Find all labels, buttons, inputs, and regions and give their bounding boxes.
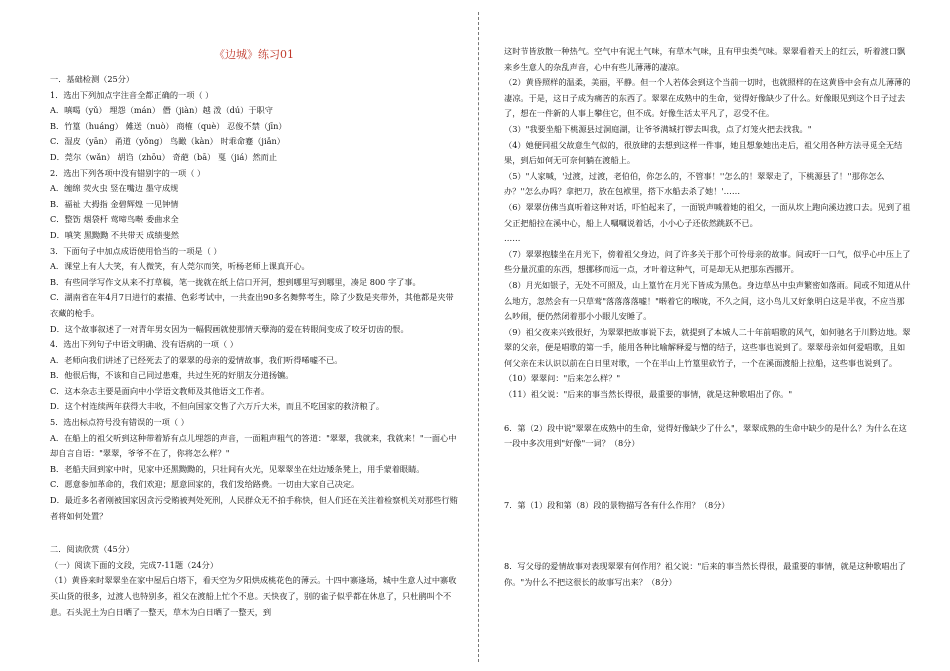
section-heading: 二．阅读欣赏（45分） bbox=[50, 544, 135, 555]
option: A．老师向我们讲述了已经死去了的翠翠的母亲的爱情故事，我们听得唏嘘不已。 bbox=[50, 354, 343, 365]
question-1: 1．选出下列加点字注音全都正确的一项（ ） bbox=[50, 89, 214, 100]
passage-paragraph: （1）黄昏来时翠翠坐在家中屋后白塔下，看天空为夕阳烘成桃花色的薄云。十四中寨逢场，城中生意人过中寨收买山货的很多，过渡人也特别多，祖父在渡船上忙个不息。天快夜了，别的雀子似乎都在休息了，只杜鹃叫个不息。石头泥土为白日晒了一整天，草木为白日晒了一整天，到 bbox=[50, 575, 457, 617]
option: C．湿皮（yān） 甬道（yǒng） 鸟瞰（kàn） 时乖命蹇（jiǎn） bbox=[50, 136, 285, 147]
question-5: 5．选出标点符号没有错误的一项（ ） bbox=[50, 417, 189, 428]
option: A．在船上的祖父听到这种带着矫有点儿埋怨的声音，一面粗声粗气的答道："翠翠，我就来，我就来！"一面心中却自言自语："翠翠，爷爷不在了，你将怎么样？" bbox=[50, 432, 457, 459]
passage-paragraph: （3）"我要坐船下桃源县过洞庭湖，让爷爷满城打锣去叫我，点了灯笼火把去找我。" bbox=[504, 123, 812, 134]
passage-paragraph: （10）翠翠问："后来怎么样？" bbox=[504, 373, 621, 384]
page-title: 《边城》练习01 bbox=[214, 48, 294, 61]
passage-paragraph: （2）黄昏照样的温柔，美丽，平静。但一个人若体会到这个当前一切时，也就照样的在这黄昏中会有点儿薄薄的凄凉。于是，这日子成为痛苦的东西了。翠翠在成熟中的生命，觉得好像缺少了什么。好像眼见到这个日子过去了，想在一件新的人事上攀住它，但不成。好像生活太平凡了，忍受不住。 bbox=[504, 77, 911, 119]
question-7: 7．第（1）段和第（8）段的景物描写各有什么作用？（8分） bbox=[504, 499, 730, 510]
option: D．这个故事叙述了一对青年男女因为一幅假画就使那情天孽海的爱在转眼间变成了咬牙切齿的恨。 bbox=[50, 323, 409, 334]
passage-paragraph: 这时节皆放散一种热气。空气中有泥土气味，有草木气味，且有甲虫类气味。翠翠看着天上的红云，听着渡口飘来乡生意人的杂乱声音，心中有些儿薄薄的凄凉。 bbox=[504, 46, 906, 72]
passage-paragraph: （4）她便同祖父故意生气似的，很放肆的去想到这样一件事，她且想象她出走后，祖父用各种方法寻觅全无结果，到后如何无可奈何躺在渡船上。 bbox=[504, 139, 903, 166]
option: C．湖南省在年4月7日进行的素描、色彩考试中，一共查出90多名舞弊考生，除了少数是夹带外，其他都是夹带衣藏的枪手。 bbox=[50, 292, 454, 318]
option: B．竹篁（huáng） 傩送（nuò） 商榷（què） 忍俊不禁（jīn） bbox=[50, 120, 287, 131]
option: D．嗔笑 黑黝黝 不共带天 成绩斐然 bbox=[50, 229, 179, 240]
passage-paragraph: （8）月光如银子，无处不可照及，山上篁竹在月光下皆成为黑色。身边草丛中虫声繁密如落雨。间或不知道从什么地方，忽然会有一只草莺"落落落落嘘！"啭着它的喉咙，不久之间，这小鸟儿又好象明白这是半夜，不应当那么吵闹，便仍然闭着那小小眼儿安睡了。 bbox=[504, 279, 911, 322]
option: D．莞尔（wǎn） 胡诌（zhōu） 奇葩（bā） 戛（jiá）然而止 bbox=[50, 151, 278, 162]
subsection-heading: （一）阅读下面的文段，完成7-11题（24分） bbox=[50, 559, 219, 570]
ellipsis: …… bbox=[504, 233, 521, 244]
question-6: 6．第（2）段中说"翠翠在成熟中的生命，觉得好像缺少了什么"，翠翠成熟的生命中缺少的是什么？为什么在这一段中多次用到"好像"一词？（8分） bbox=[504, 422, 907, 449]
option: C．愿意参加革命的，我们欢迎；愿意回家的，我们发给路费。一切由大家自己决定。 bbox=[50, 479, 360, 490]
option: A．缠绵 荧火虫 竖在嘴边 墨守成规 bbox=[50, 183, 179, 194]
section-heading: 一．基础检测（25分） bbox=[50, 74, 135, 84]
option: C．整饬 烟袋杆 莺啼鸟啭 委曲求全 bbox=[50, 214, 179, 225]
left-column bbox=[50, 0, 458, 620]
question-8: 8．写父母的爱情故事对表现翠翠有何作用？祖父说："后来的事当然长得很，最重要的事情，就是这种歌唱出了你。"为什么不把这很长的故事写出来？（8分） bbox=[504, 561, 906, 588]
option: B．老船夫回到家中时，见家中还黑黝黝的，只壮间有火光，见翠翠坐在灶边矮条凳上，用手蒙着眼睛。 bbox=[50, 463, 425, 474]
question-4: 4．选出下列句子中语文明确、没有语病的一项（ ） bbox=[50, 339, 238, 350]
column-divider bbox=[478, 12, 479, 662]
passage-paragraph: （5）"人家喊，'过渡，过渡，老伯伯，你怎么的，不管事！''怎么的！翠翠走了，下桃源县了！''那你怎么办？''怎么办吗？拿把刀，放在包袱里，搭下水船去杀了她！'…… bbox=[504, 170, 885, 197]
option: D．这个村连续两年获得大丰收，不但向国家交售了六万斤大米，而且不吃国家的救济粮了。 bbox=[50, 401, 385, 412]
passage-paragraph: （11）祖父说："后来的事当然长得很，最重要的事情，就是这种歌唱出了你。" bbox=[504, 389, 793, 400]
option: D．最近多名者刚被国家因贪污受贿被判处死刑，人民群众无不拍手称快，但人们还在关注着检察机关对那些行贿者将如何处置？ bbox=[50, 495, 458, 521]
option: B．他很后悔，不该和自己同过患难，共过生死的好朋友分道扬镳。 bbox=[50, 370, 294, 381]
right-column bbox=[504, 0, 912, 591]
option: A．嗔喝（yǔ） 埋怨（mán） 僭（jiàn）越 泼（dú）于职守 bbox=[50, 105, 273, 116]
option: B．有些同学写作文从来不打草稿，笔一拢就在纸上信口开河，想到哪里写到哪里，凑足 800 字了事。 bbox=[50, 276, 421, 287]
option: A．课堂上有人大笑，有人微笑，有人莞尔而笑，听杨老师上课真开心。 bbox=[50, 261, 310, 272]
passage-paragraph: （7）翠翠抱膝坐在月光下，傍着祖父身边，问了许多关于那个可怜母亲的故事。间或吁一口气，似乎心中压上了些分量沉重的东西，想挪移而远一点，才叶着这种气，可是却无从把那东西挪开。 bbox=[504, 248, 911, 275]
passage-paragraph: （9）祖父夜来兴致很好，为翠翠把故事说下去，就提到了本城人二十年前唱歌的风气，如何驰名于川黔边地。翠翠的父亲，便是唱歌的第一手，能用各种比喻解释爱与憎的结子，这些事也说到了。翠翠母亲如何爱唱歌，且如何父亲在未认识以前在白日里对歌，一个在半山上竹篁里砍竹子，一个在溪面渡船上拉船，这些事也说到了。 bbox=[504, 326, 911, 368]
question-3: 3．下面句子中加点成语使用恰当的一项是（ ） bbox=[50, 245, 222, 256]
option: B．福祉 大拇指 金碧辉煌 一见钟情 bbox=[50, 198, 179, 209]
question-2: 2．选出下列各项中没有错别字的一项（ ） bbox=[50, 167, 206, 178]
passage-paragraph: （6）翠翠仿佛当真听着这种对话，吓怕起来了，一面锐声喊着她的祖父，一面从坎上跑向溪边渡口去。见到了祖父正把船拉在溪中心，船上人嘱嘱说着话，小小心子还依然跳跃不已。 bbox=[504, 201, 911, 228]
option: C．这本杂志主要是面向中小学语文教师及其他语文工作者。 bbox=[50, 385, 270, 396]
